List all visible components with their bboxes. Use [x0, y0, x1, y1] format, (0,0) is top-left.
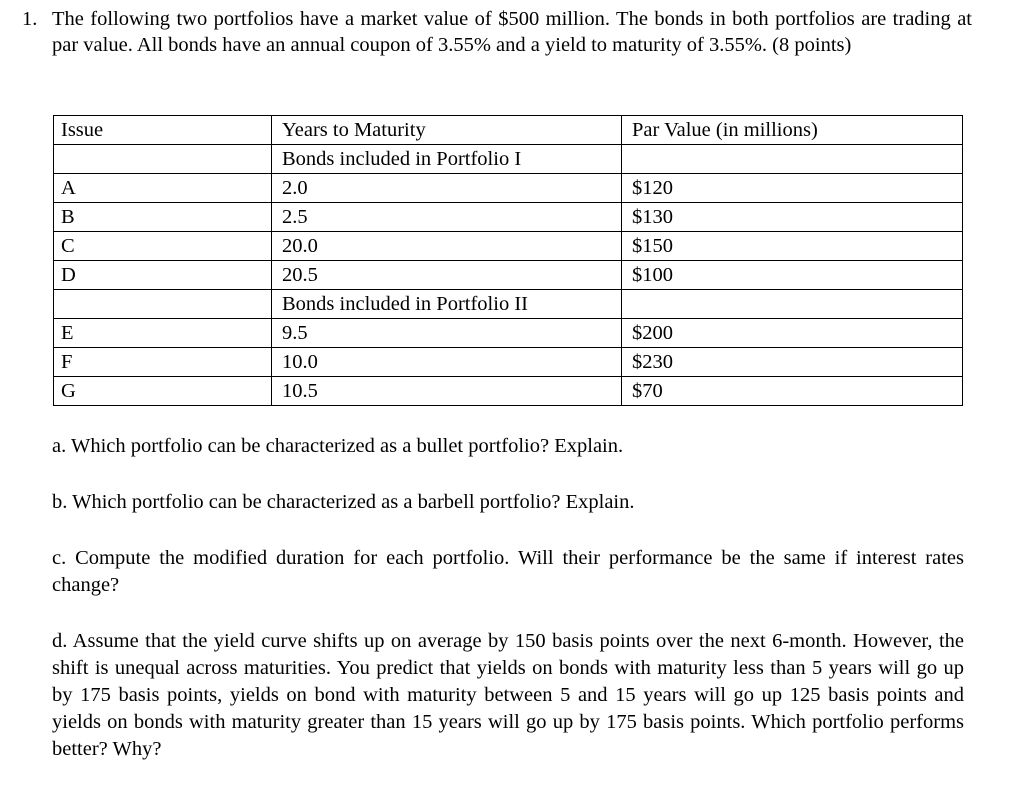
par-value-cell: $70	[622, 377, 963, 406]
maturity-cell: 2.5	[272, 203, 622, 232]
table-header-row	[54, 116, 963, 145]
table-row	[54, 377, 963, 406]
maturity-cell: 20.5	[272, 261, 622, 290]
table-row	[54, 232, 963, 261]
issue-cell: F	[54, 348, 272, 377]
table-row	[54, 348, 963, 377]
maturity-cell: 2.0	[272, 174, 622, 203]
table-cell	[54, 290, 272, 319]
table-cell	[54, 145, 272, 174]
portfolio-1-label-row	[54, 145, 963, 174]
issue-cell: A	[54, 174, 272, 203]
par-value-cell: $100	[622, 261, 963, 290]
issue-cell: D	[54, 261, 272, 290]
table-row	[54, 261, 963, 290]
issue-cell: B	[54, 203, 272, 232]
par-value-cell: $120	[622, 174, 963, 203]
table-cell	[622, 290, 963, 319]
par-value-cell: $200	[622, 319, 963, 348]
table-row	[54, 203, 963, 232]
par-value-cell: $130	[622, 203, 963, 232]
table-row	[54, 174, 963, 203]
question-parts	[52, 433, 964, 792]
part-b: b. Which portfolio can be characterized as a barbell portfolio? Explain.	[52, 491, 635, 513]
maturity-cell: 20.0	[272, 232, 622, 261]
question-1	[22, 6, 972, 58]
issue-cell: E	[54, 319, 272, 348]
part-c: c. Compute the modified duration for each portfolio. Will their performance be the same if interest rates change?	[52, 547, 964, 596]
maturity-cell: 10.0	[272, 348, 622, 377]
question-number: 1.	[22, 8, 38, 30]
table-row	[54, 319, 963, 348]
part-d: d. Assume that the yield curve shifts up on average by 150 basis points over the next 6-month. However, the shift is unequal across maturities. You predict that yields on bonds with maturity less than 5 years will go up by 175 basis points, yields on bond with maturity between 5 and 15 years will go up 125 basis points and yields on bonds with maturity greater than 15 years will go up by 175 basis points. Which portfolio performs better? Why?	[52, 630, 964, 760]
par-value-cell: $150	[622, 232, 963, 261]
header-par-value: Par Value (in millions)	[622, 116, 963, 145]
portfolio-2-label: Bonds included in Portfolio II	[272, 290, 622, 319]
header-years-to-maturity: Years to Maturity	[272, 116, 622, 145]
header-issue: Issue	[54, 116, 272, 145]
portfolio-1-label: Bonds included in Portfolio I	[272, 145, 622, 174]
issue-cell: G	[54, 377, 272, 406]
bond-table	[53, 115, 963, 406]
question-text: The following two portfolios have a market value of $500 million. The bonds in both portfolios are trading at par value. All bonds have an annual coupon of 3.55% and a yield to maturity of 3.55%. (8 points)	[52, 8, 972, 56]
maturity-cell: 9.5	[272, 319, 622, 348]
par-value-cell: $230	[622, 348, 963, 377]
part-a: a. Which portfolio can be characterized as a bullet portfolio? Explain.	[52, 435, 624, 457]
table-cell	[622, 145, 963, 174]
portfolio-2-label-row	[54, 290, 963, 319]
issue-cell: C	[54, 232, 272, 261]
maturity-cell: 10.5	[272, 377, 622, 406]
